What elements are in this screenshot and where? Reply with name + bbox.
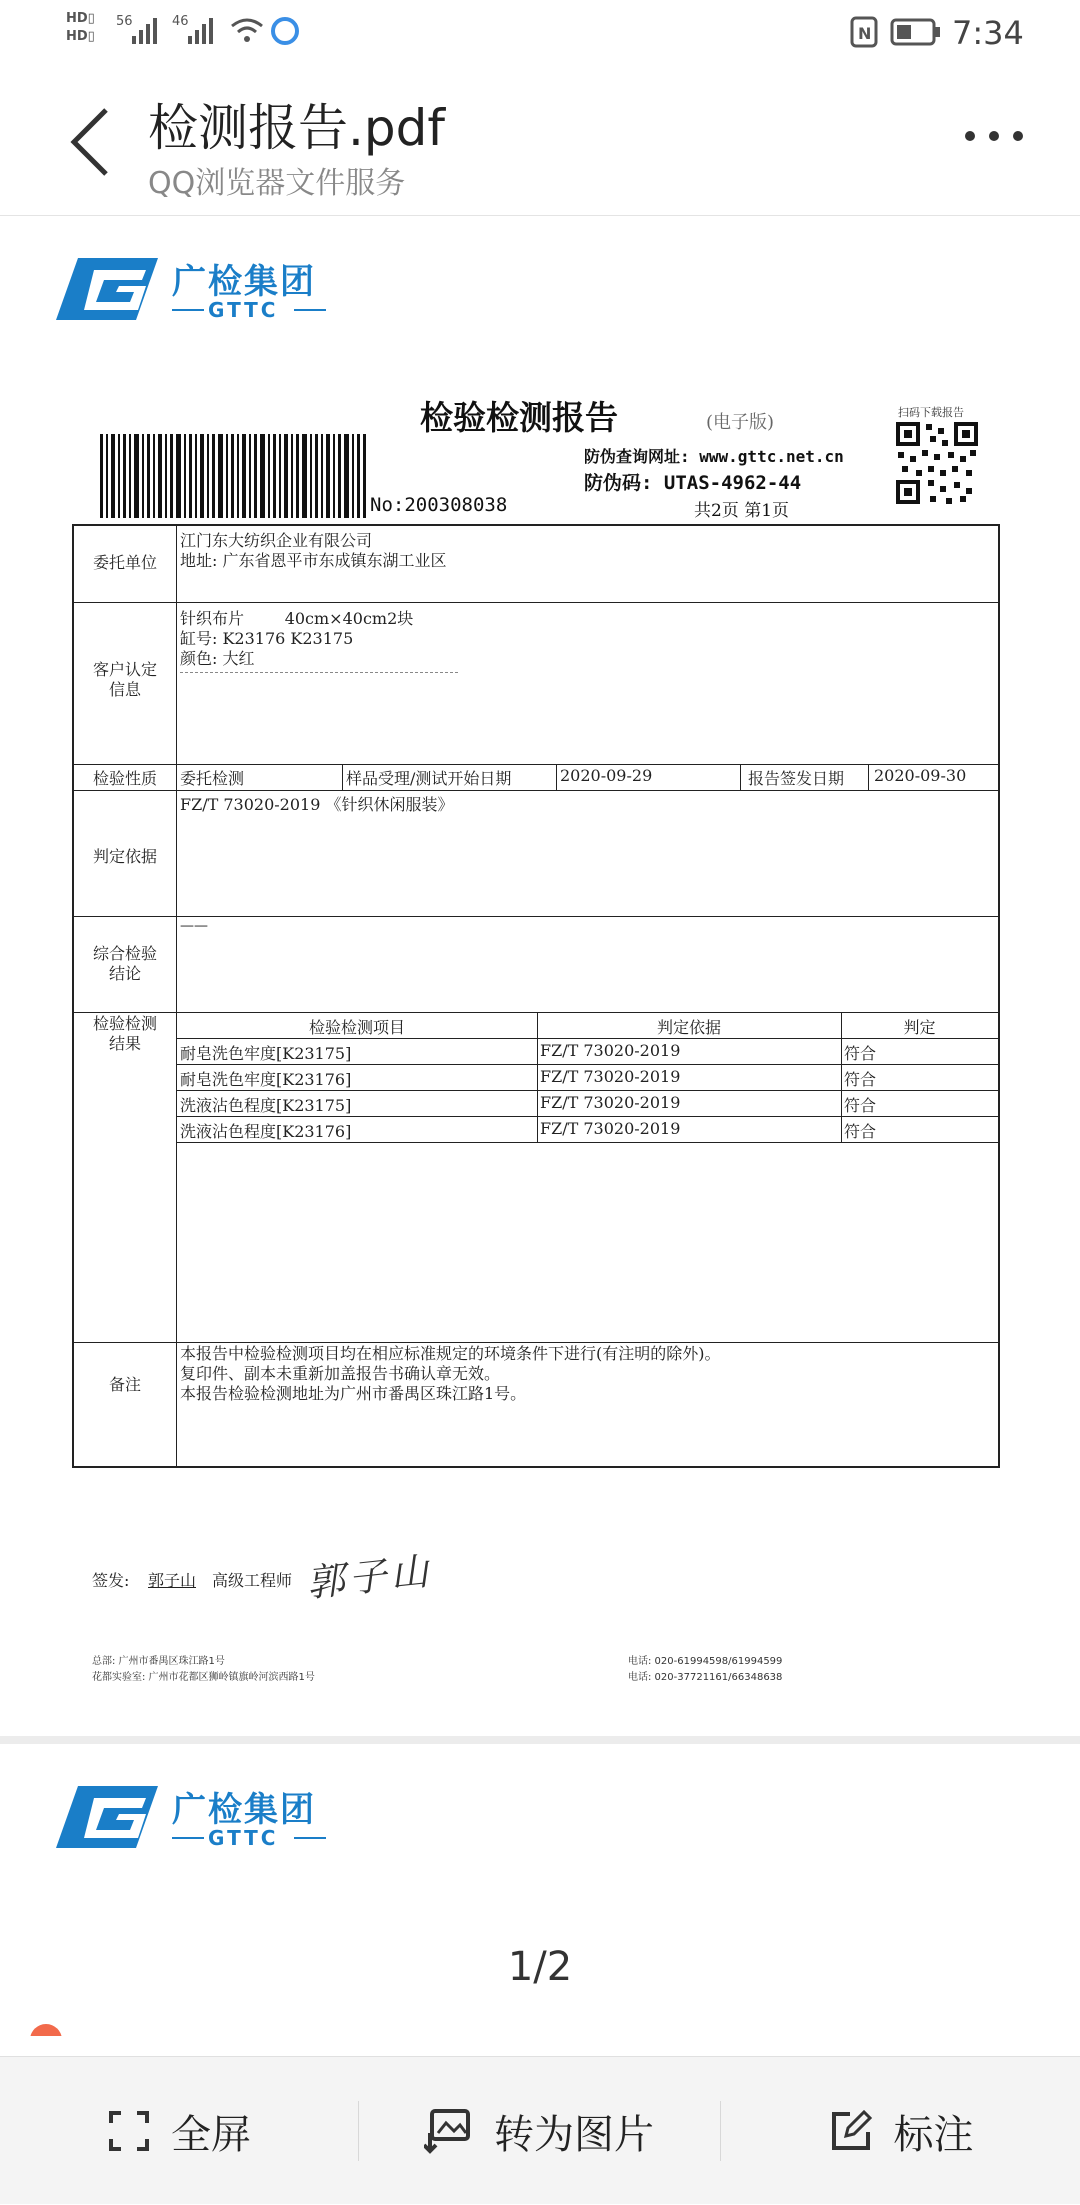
title-bar (0, 66, 1080, 216)
signer-title: 高级工程师 (212, 1571, 293, 1590)
results-cell: 耐皂洗色牢度[K23176] (180, 1070, 352, 1089)
anti-fake-code: 防伪码: UTAS-4962-44 (584, 472, 802, 494)
logo-cn-text: 广检集团 (172, 262, 316, 302)
results-cell: 耐皂洗色牢度[K23175] (180, 1044, 352, 1063)
results-cell: FZ/T 73020-2019 (540, 1041, 681, 1060)
battery-icon (890, 18, 942, 46)
pdf-page-1 (0, 216, 1080, 1736)
inspection-type-label: 检验性质 (92, 769, 157, 788)
customer-label-line-2: 信息 (108, 680, 141, 699)
fullscreen-button[interactable] (0, 2057, 358, 2205)
logo-cn-text: 广检集团 (172, 1790, 316, 1830)
results-cell: 符合 (844, 1044, 877, 1063)
clock: 7:34 (952, 14, 1024, 52)
results-label-line-2: 结果 (108, 1034, 141, 1053)
customer-info-label (74, 660, 176, 700)
logo-en-group (172, 298, 328, 320)
nfc-icon (850, 16, 880, 50)
wifi-icon (228, 14, 266, 46)
results-table (177, 1012, 998, 1342)
document-title: 检测报告.pdf (148, 99, 445, 157)
logo-en-text: GTTC (208, 1826, 279, 1850)
hd-indicator: HD▯ HD▯ (66, 11, 95, 44)
results-header-cell: 判定 (903, 1018, 936, 1037)
back-arrow-icon[interactable] (66, 106, 116, 178)
vat-number: 缸号: K23176 K23175 (180, 629, 354, 648)
sign-date-value: 2020-09-30 (874, 766, 967, 785)
results-cell: FZ/T 73020-2019 (540, 1119, 681, 1138)
signal-icon-2 (188, 14, 218, 46)
status-bar (0, 0, 1080, 66)
results-cell: 洗液沾色程度[K23176] (180, 1122, 352, 1141)
convert-to-image-label: 转为图片 (494, 2111, 654, 2158)
annotate-button[interactable] (721, 2057, 1080, 2205)
signer-label: 签发: (92, 1571, 130, 1590)
footer-phone-1: 电话: 020-61994598/61994599 (628, 1656, 783, 1667)
report-table (72, 524, 1000, 1468)
sample-description: 针织布片 40cm×40cm2块 (180, 609, 414, 628)
results-cell: 符合 (844, 1070, 877, 1089)
footer-phone-2: 电话: 020-37721161/66348638 (628, 1672, 783, 1683)
results-label (74, 1014, 176, 1054)
client-name: 江门东大纺织企业有限公司 (180, 531, 373, 550)
gttc-logo-icon (54, 1782, 160, 1852)
test-date-label: 样品受理/测试开始日期 (346, 769, 512, 788)
logo-en-text: GTTC (208, 298, 279, 322)
logo-en-group (172, 1826, 328, 1848)
remark-line: 本报告检验检测地址为广州市番禺区珠江路1号。 (180, 1384, 527, 1403)
conclusion-label-line-1: 综合检验 (92, 944, 157, 963)
annotate-label: 标注 (893, 2111, 974, 2158)
conclusion-label-line-2: 结论 (108, 964, 141, 983)
footer-address-1: 总部: 广州市番禺区珠江路1号 (92, 1656, 225, 1667)
fullscreen-label: 全屏 (171, 2111, 251, 2158)
report-title: 检验检测报告 (420, 398, 618, 437)
remark-line: 复印件、副本未重新加盖报告书确认章无效。 (180, 1364, 501, 1383)
remark-line: 本报告中检验检测项目均在相应标准规定的环境条件下进行(有注明的除外)。 (180, 1344, 721, 1363)
results-cell: 符合 (844, 1096, 877, 1115)
results-cell: FZ/T 73020-2019 (540, 1067, 681, 1086)
sign-date-label: 报告签发日期 (748, 769, 845, 788)
convert-to-image-button[interactable] (359, 2057, 719, 2205)
app-notification-icon (270, 16, 300, 46)
signal-icon (132, 14, 162, 46)
svg-text:N: N (858, 24, 872, 43)
fullscreen-icon (107, 2109, 151, 2153)
annotate-icon (828, 2108, 874, 2154)
barcode-icon (100, 434, 366, 518)
basis-value: FZ/T 73020-2019 《针织休闲服装》 (180, 795, 454, 814)
document-subtitle: QQ浏览器文件服务 (148, 166, 406, 201)
signal-1-label: 56 (116, 14, 133, 29)
signal-2-label: 46 (172, 14, 189, 29)
inspection-type-value: 委托检测 (180, 769, 245, 788)
page-info: 共2页 第1页 (694, 501, 790, 521)
page-indicator: 1/2 (507, 1944, 573, 1990)
more-menu-icon[interactable] (962, 128, 1026, 144)
image-convert-icon (424, 2107, 474, 2155)
client-address: 地址: 广东省恩平市东成镇东湖工业区 (180, 551, 447, 570)
qr-code-icon (894, 420, 980, 506)
color-info: 颜色: 大红 (180, 649, 255, 668)
results-cell: FZ/T 73020-2019 (540, 1093, 681, 1112)
conclusion-value: —— (180, 918, 208, 934)
results-cell: 符合 (844, 1122, 877, 1141)
customer-label-line-1: 客户认定 (92, 660, 157, 679)
footer-address-2: 花都实验室: 广州市花都区狮岭镇旗岭河滨西路1号 (92, 1672, 315, 1683)
client-label: 委托单位 (92, 553, 157, 572)
pdf-page-2 (0, 1744, 1080, 2036)
results-header-cell: 检验检测项目 (308, 1018, 405, 1037)
results-header-cell: 判定依据 (656, 1018, 721, 1037)
qr-caption: 扫码下载报告 (898, 406, 964, 419)
signer-name: 郭子山 (148, 1571, 197, 1590)
conclusion-label (74, 944, 176, 984)
results-cell: 洗液沾色程度[K23175] (180, 1096, 352, 1115)
verify-url: 防伪查询网址: www.gttc.net.cn (584, 447, 844, 466)
remarks-block (180, 1344, 721, 1404)
basis-label: 判定依据 (92, 847, 157, 866)
bottom-toolbar (0, 2056, 1080, 2204)
results-label-line-1: 检验检测 (92, 1014, 157, 1033)
report-edition: (电子版) (706, 412, 775, 433)
page-slider-thumb[interactable] (30, 2024, 62, 2036)
handwritten-signature: 郭子山 (304, 1548, 435, 1606)
pdf-viewer[interactable] (0, 216, 1080, 2036)
remarks-label: 备注 (108, 1375, 141, 1394)
test-date-value: 2020-09-29 (560, 766, 653, 785)
report-number: No:200308038 (370, 494, 508, 516)
gttc-logo-icon (54, 254, 160, 324)
